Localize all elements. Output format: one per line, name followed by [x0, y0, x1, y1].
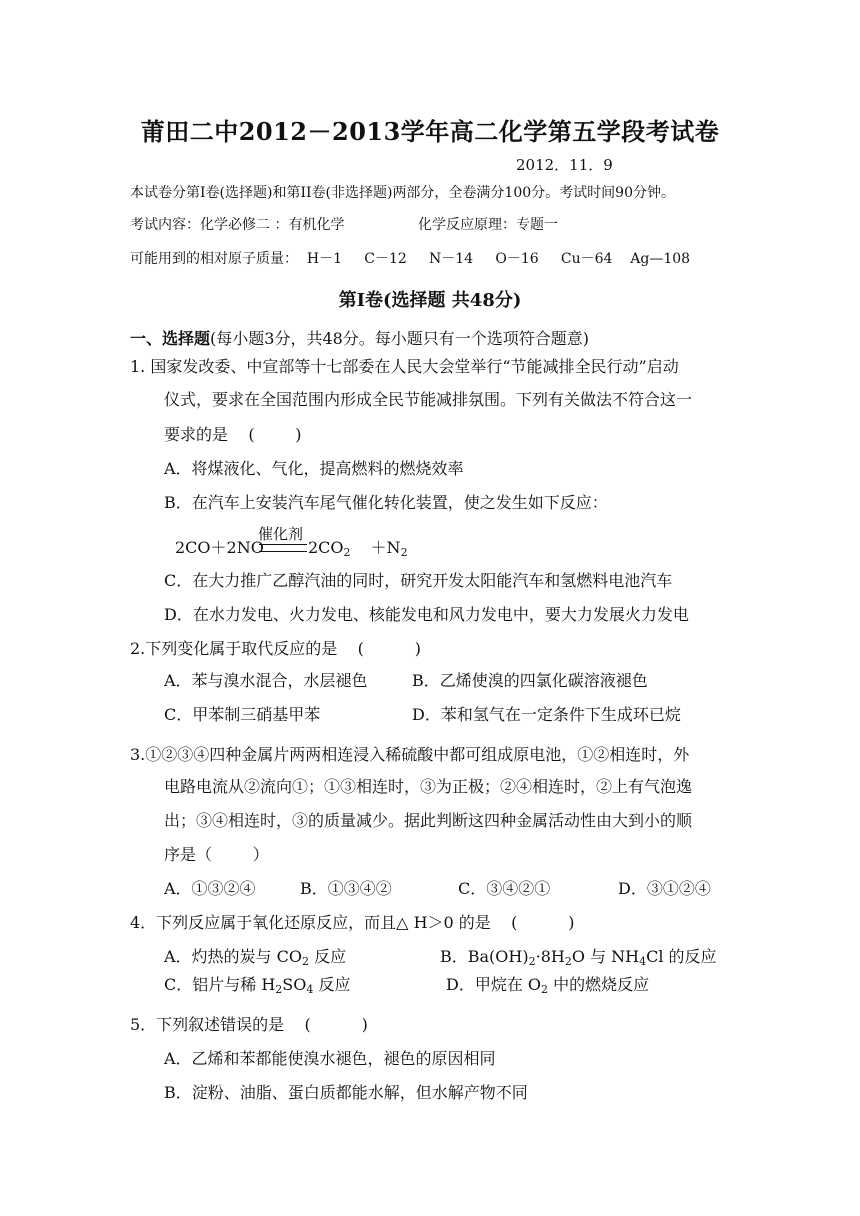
q3-option-b: B．①③④② — [300, 879, 392, 898]
q3-option-a: A．①③②④ — [164, 879, 256, 898]
q1-option-b: B．在汽车上安装汽车尾气催化转化装置，使之发生如下反应： — [164, 493, 608, 512]
exam-date: 2012．11．9 — [516, 156, 613, 174]
q4-c-mid: SO — [282, 975, 307, 994]
q4-b-sub2: 2 — [564, 955, 572, 968]
q2-option-c: C．甲苯制三硝基甲苯 — [164, 705, 321, 724]
q4-d-sub: 2 — [541, 983, 549, 996]
q4-d-text: D．甲烷在 O — [446, 975, 542, 994]
q1-option-c: C．在大力推广乙醇汽油的同时，研究开发太阳能汽车和氢燃料电池汽车 — [164, 571, 673, 590]
q4-a-text: A．灼热的炭与 CO — [164, 947, 303, 966]
q1-option-a: A．将煤液化、气化，提高燃料的燃烧效率 — [164, 459, 464, 478]
q4-option-c — [164, 972, 350, 995]
q1-option-d: D．在水力发电、火力发电、核能发电和风力发电中，要大力发展火力发电 — [164, 605, 689, 624]
q5-stem: 5．下列叙述错误的是 ( ) — [130, 1015, 368, 1034]
equation-left: 2CO＋2NO — [175, 538, 264, 557]
equation-right — [308, 535, 408, 558]
q1-line1: 1. 国家发改委、中宣部等十七部委在人民大会堂举行“节能减排全民行动”启动 — [130, 357, 679, 376]
q5-option-b: B．淀粉、油脂、蛋白质都能水解，但水解产物不同 — [164, 1083, 528, 1102]
section-heading — [130, 326, 589, 349]
page-title: 莆田二中2012－2013学年高二化学第五学段考试卷 — [140, 117, 720, 146]
q3-option-c: C．③④②① — [458, 879, 551, 898]
q2-option-b: B．乙烯使溴的四氯化碳溶液褪色 — [412, 671, 648, 690]
q3-line4: 序是（ ） — [164, 845, 269, 864]
section-heading-bold: 一、选择题 — [130, 329, 211, 348]
q1-line3: 要求的是 ( ) — [164, 425, 302, 444]
q4-b-mid2: O 与 NH — [571, 947, 640, 966]
q2-stem: 2.下列变化属于取代反应的是 ( ) — [130, 639, 421, 658]
q4-b-text: B．Ba(OH) — [440, 947, 529, 966]
q4-c-post: 反应 — [313, 975, 351, 994]
q4-stem: 4．下列反应属于氧化还原反应，而且△ H＞0 的是 ( ) — [130, 913, 575, 932]
n2-subscript: 2 — [400, 546, 408, 559]
q4-option-a — [164, 944, 346, 967]
q2-option-d: D．苯和氢气在一定条件下生成环已烷 — [412, 705, 681, 724]
q3-line3: 出；③④相连时，③的质量减少。据此判断这四种金属活动性由大到小的顺 — [164, 811, 693, 830]
q4-b-post: Cl 的反应 — [646, 947, 717, 966]
q3-option-d: D．③①②④ — [618, 879, 711, 898]
q4-c-sub2: 4 — [306, 983, 314, 996]
q2-option-a: A．苯与溴水混合，水层褪色 — [164, 671, 368, 690]
q4-option-b — [440, 944, 717, 967]
q4-c-sub1: 2 — [275, 983, 283, 996]
q3-line2: 电路电流从②流向①；①③相连时，③为正极；②④相连时，②上有气泡逸 — [164, 777, 693, 796]
q4-a-post: 反应 — [309, 947, 347, 966]
exam-content: 考试内容：化学必修二 ：有机化学 — [130, 217, 345, 233]
q4-option-d — [446, 972, 649, 995]
q1-line2: 仪式，要求在全国范围内形成全民节能减排氛围。下列有关做法不符合这一 — [164, 390, 693, 409]
product-n2: ＋N — [370, 538, 401, 557]
q4-a-sub: 2 — [302, 955, 310, 968]
intro-line: 本试卷分第Ⅰ卷(选择题)和第II卷(非选择题)两部分，全卷满分100分。考试时间90分钟。 — [130, 185, 675, 201]
q5-option-a: A．乙烯和苯都能使溴水褪色，褪色的原因相同 — [164, 1049, 496, 1068]
q4-d-post: 中的燃烧反应 — [548, 975, 650, 994]
atomic-mass-line: 可能用到的相对原子质量： H－1 C－12 N－14 O－16 Cu－64 Ag—108 — [130, 251, 691, 267]
q4-b-sub1: 2 — [528, 955, 536, 968]
catalyst-label: 催化剂 — [258, 525, 304, 543]
q4-b-sub3: 4 — [639, 955, 647, 968]
exam-content-extra: 化学反应原理：专题一 — [418, 217, 558, 233]
product-co2: 2CO — [308, 538, 344, 557]
co2-subscript: 2 — [343, 546, 351, 559]
q4-b-mid: ·8H — [535, 947, 565, 966]
section-title: 第Ⅰ卷(选择题 共48分) — [338, 290, 522, 311]
q4-c-text: C．铝片与稀 H — [164, 975, 276, 994]
section-heading-rest: (每小题3分，共48分。每小题只有一个选项符合题意) — [210, 329, 590, 348]
q3-line1: 3.①②③④四种金属片两两相连浸入稀硫酸中都可组成原电池，①②相连时，外 — [130, 745, 690, 764]
equation-arrow — [259, 544, 307, 552]
